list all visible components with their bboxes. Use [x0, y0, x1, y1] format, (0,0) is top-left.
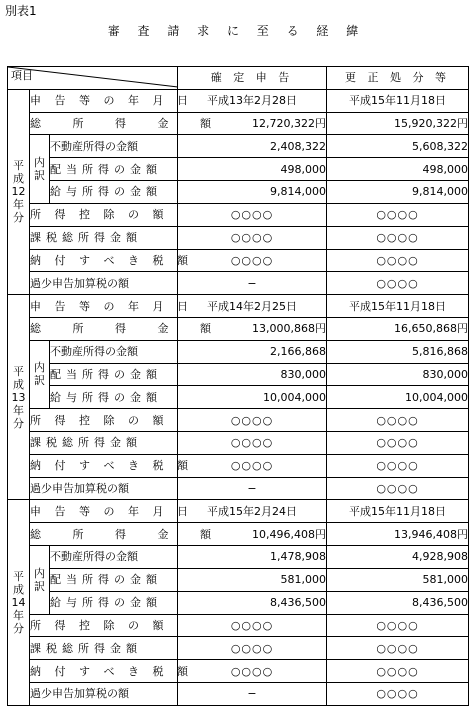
- correction-deduction-value: ○○○○: [327, 203, 469, 226]
- table-row: [8, 637, 469, 660]
- year-label-char: 14: [11, 596, 26, 610]
- year-label-char: 成: [13, 377, 24, 391]
- correction-taxable-value: ○○○○: [327, 637, 469, 660]
- confirmed-penalty-value: −: [178, 272, 327, 295]
- table-row: [8, 568, 469, 591]
- table-row: [8, 546, 469, 569]
- header-item-cell: [8, 67, 178, 90]
- breakdown-label-cell: [30, 135, 50, 203]
- row-label-deduction: 所 得 控 除 の 額: [30, 203, 178, 226]
- table-row: [8, 523, 469, 546]
- attachment-label: 別表1: [5, 4, 37, 18]
- table-row: [8, 317, 469, 340]
- row-label-total-income: 総 所 得 金 額: [30, 112, 178, 135]
- correction-salary-value: 8,436,500: [327, 591, 469, 614]
- table-row: [8, 409, 469, 432]
- document-title: 審 査 請 求 に 至 る 経 緯: [107, 24, 366, 38]
- confirmed-tax-due-value: ○○○○: [178, 454, 327, 477]
- row-label-dividend: 配当所得の金額: [50, 568, 178, 591]
- breakdown-label-char: 内: [34, 566, 45, 580]
- row-label-filing-date: 申 告 等 の 年 月 日: [30, 295, 178, 318]
- confirmed-filing-date-value: 平成13年2月28日: [178, 89, 327, 112]
- header-item-label: 項目: [11, 69, 33, 82]
- correction-real-estate-value: 5,816,868: [327, 340, 469, 363]
- correction-dividend-value: 581,000: [327, 568, 469, 591]
- year-label-char: 13: [11, 390, 26, 404]
- year-label-char: 年: [13, 609, 24, 623]
- table-row: [8, 660, 469, 683]
- breakdown-label-char: 内: [34, 156, 45, 170]
- table-row: [8, 340, 469, 363]
- correction-dividend-value: 830,000: [327, 363, 469, 386]
- table-row: [8, 135, 469, 158]
- year-label-char: 12: [11, 185, 26, 199]
- correction-dividend-value: 498,000: [327, 158, 469, 181]
- confirmed-total-income-value: 12,720,322円: [178, 112, 327, 135]
- row-label-filing-date: 申 告 等 の 年 月 日: [30, 500, 178, 523]
- confirmed-filing-date-value: 平成15年2月24日: [178, 500, 327, 523]
- table-row: [8, 112, 469, 135]
- header-confirmed: 確 定 申 告: [178, 67, 327, 90]
- row-label-taxable: 課税総所得金額: [30, 226, 178, 249]
- breakdown-label-char: 訳: [34, 579, 45, 593]
- confirmed-dividend-value: 581,000: [178, 568, 327, 591]
- row-label-total-income: 総 所 得 金 額: [30, 317, 178, 340]
- row-label-dividend: 配当所得の金額: [50, 158, 178, 181]
- confirmed-dividend-value: 830,000: [178, 363, 327, 386]
- table-row: [8, 272, 469, 295]
- confirmed-salary-value: 8,436,500: [178, 591, 327, 614]
- header-row: [8, 67, 469, 90]
- history-table: [7, 66, 469, 706]
- table-row: [8, 203, 469, 226]
- year-label-char: 平: [13, 364, 24, 378]
- table-row: [8, 386, 469, 409]
- row-label-tax-due: 納 付 す べ き 税 額: [30, 660, 178, 683]
- correction-tax-due-value: ○○○○: [327, 454, 469, 477]
- year-label-char: 成: [13, 172, 24, 186]
- confirmed-real-estate-value: 2,166,868: [178, 340, 327, 363]
- correction-filing-date-value: 平成15年11月18日: [327, 500, 469, 523]
- correction-total-income-value: 13,946,408円: [327, 523, 469, 546]
- year-label-char: 年: [13, 403, 24, 417]
- breakdown-label-cell: [30, 340, 50, 408]
- row-label-penalty: 過少申告加算税の額: [30, 477, 178, 500]
- correction-penalty-value: ○○○○: [327, 272, 469, 295]
- year-label-char: 分: [13, 622, 24, 636]
- table-row: [8, 158, 469, 181]
- row-label-real-estate: 不動産所得の金額: [50, 546, 178, 569]
- confirmed-tax-due-value: ○○○○: [178, 660, 327, 683]
- confirmed-total-income-value: 13,000,868円: [178, 317, 327, 340]
- breakdown-label-cell: [30, 546, 50, 614]
- confirmed-deduction-value: ○○○○: [178, 409, 327, 432]
- row-label-deduction: 所 得 控 除 の 額: [30, 614, 178, 637]
- table-row: [8, 432, 469, 455]
- confirmed-dividend-value: 498,000: [178, 158, 327, 181]
- correction-filing-date-value: 平成15年11月18日: [327, 295, 469, 318]
- correction-penalty-value: ○○○○: [327, 682, 469, 705]
- confirmed-taxable-value: ○○○○: [178, 432, 327, 455]
- diagonal-line: [8, 67, 178, 87]
- correction-penalty-value: ○○○○: [327, 477, 469, 500]
- table-row: [8, 249, 469, 272]
- table-row: [8, 614, 469, 637]
- confirmed-filing-date-value: 平成14年2月25日: [178, 295, 327, 318]
- correction-salary-value: 9,814,000: [327, 181, 469, 204]
- row-label-taxable: 課税総所得金額: [30, 637, 178, 660]
- row-label-penalty: 過少申告加算税の額: [30, 682, 178, 705]
- confirmed-tax-due-value: ○○○○: [178, 249, 327, 272]
- confirmed-penalty-value: −: [178, 477, 327, 500]
- row-label-salary: 給与所得の金額: [50, 386, 178, 409]
- row-label-real-estate: 不動産所得の金額: [50, 135, 178, 158]
- correction-taxable-value: ○○○○: [327, 432, 469, 455]
- table-row: [8, 226, 469, 249]
- confirmed-deduction-value: ○○○○: [178, 203, 327, 226]
- correction-deduction-value: ○○○○: [327, 614, 469, 637]
- confirmed-penalty-value: −: [178, 682, 327, 705]
- year-label-char: 平: [13, 159, 24, 173]
- table-row: [8, 682, 469, 705]
- correction-deduction-value: ○○○○: [327, 409, 469, 432]
- table-row: [8, 477, 469, 500]
- year-label-cell: [8, 295, 30, 500]
- year-label-char: 平: [13, 570, 24, 584]
- row-label-salary: 給与所得の金額: [50, 591, 178, 614]
- table-row: [8, 295, 469, 318]
- row-label-salary: 給与所得の金額: [50, 181, 178, 204]
- row-label-real-estate: 不動産所得の金額: [50, 340, 178, 363]
- breakdown-label-char: 訳: [34, 169, 45, 183]
- year-label-char: 分: [13, 416, 24, 430]
- year-label-char: 成: [13, 583, 24, 597]
- correction-total-income-value: 16,650,868円: [327, 317, 469, 340]
- correction-real-estate-value: 5,608,322: [327, 135, 469, 158]
- confirmed-taxable-value: ○○○○: [178, 637, 327, 660]
- row-label-tax-due: 納 付 す べ き 税 額: [30, 249, 178, 272]
- correction-real-estate-value: 4,928,908: [327, 546, 469, 569]
- table-row: [8, 591, 469, 614]
- table-row: [8, 363, 469, 386]
- year-label-char: 分: [13, 211, 24, 225]
- row-label-dividend: 配当所得の金額: [50, 363, 178, 386]
- confirmed-taxable-value: ○○○○: [178, 226, 327, 249]
- correction-tax-due-value: ○○○○: [327, 660, 469, 683]
- year-label-cell: [8, 89, 30, 294]
- confirmed-real-estate-value: 1,478,908: [178, 546, 327, 569]
- row-label-total-income: 総 所 得 金 額: [30, 523, 178, 546]
- correction-total-income-value: 15,920,322円: [327, 112, 469, 135]
- confirmed-salary-value: 9,814,000: [178, 181, 327, 204]
- table-row: [8, 89, 469, 112]
- row-label-taxable: 課税総所得金額: [30, 432, 178, 455]
- row-label-tax-due: 納 付 す べ き 税 額: [30, 454, 178, 477]
- year-label-char: 年: [13, 198, 24, 212]
- confirmed-salary-value: 10,004,000: [178, 386, 327, 409]
- row-label-penalty: 過少申告加算税の額: [30, 272, 178, 295]
- correction-taxable-value: ○○○○: [327, 226, 469, 249]
- correction-filing-date-value: 平成15年11月18日: [327, 89, 469, 112]
- table-row: [8, 181, 469, 204]
- breakdown-label-char: 訳: [34, 374, 45, 388]
- confirmed-real-estate-value: 2,408,322: [178, 135, 327, 158]
- row-label-filing-date: 申 告 等 の 年 月 日: [30, 89, 178, 112]
- breakdown-label-char: 内: [34, 361, 45, 375]
- year-label-cell: [8, 500, 30, 706]
- confirmed-total-income-value: 10,496,408円: [178, 523, 327, 546]
- confirmed-deduction-value: ○○○○: [178, 614, 327, 637]
- table-row: [8, 454, 469, 477]
- correction-tax-due-value: ○○○○: [327, 249, 469, 272]
- correction-salary-value: 10,004,000: [327, 386, 469, 409]
- row-label-deduction: 所 得 控 除 の 額: [30, 409, 178, 432]
- header-correction: 更 正 処 分 等: [327, 67, 469, 90]
- table-row: [8, 500, 469, 523]
